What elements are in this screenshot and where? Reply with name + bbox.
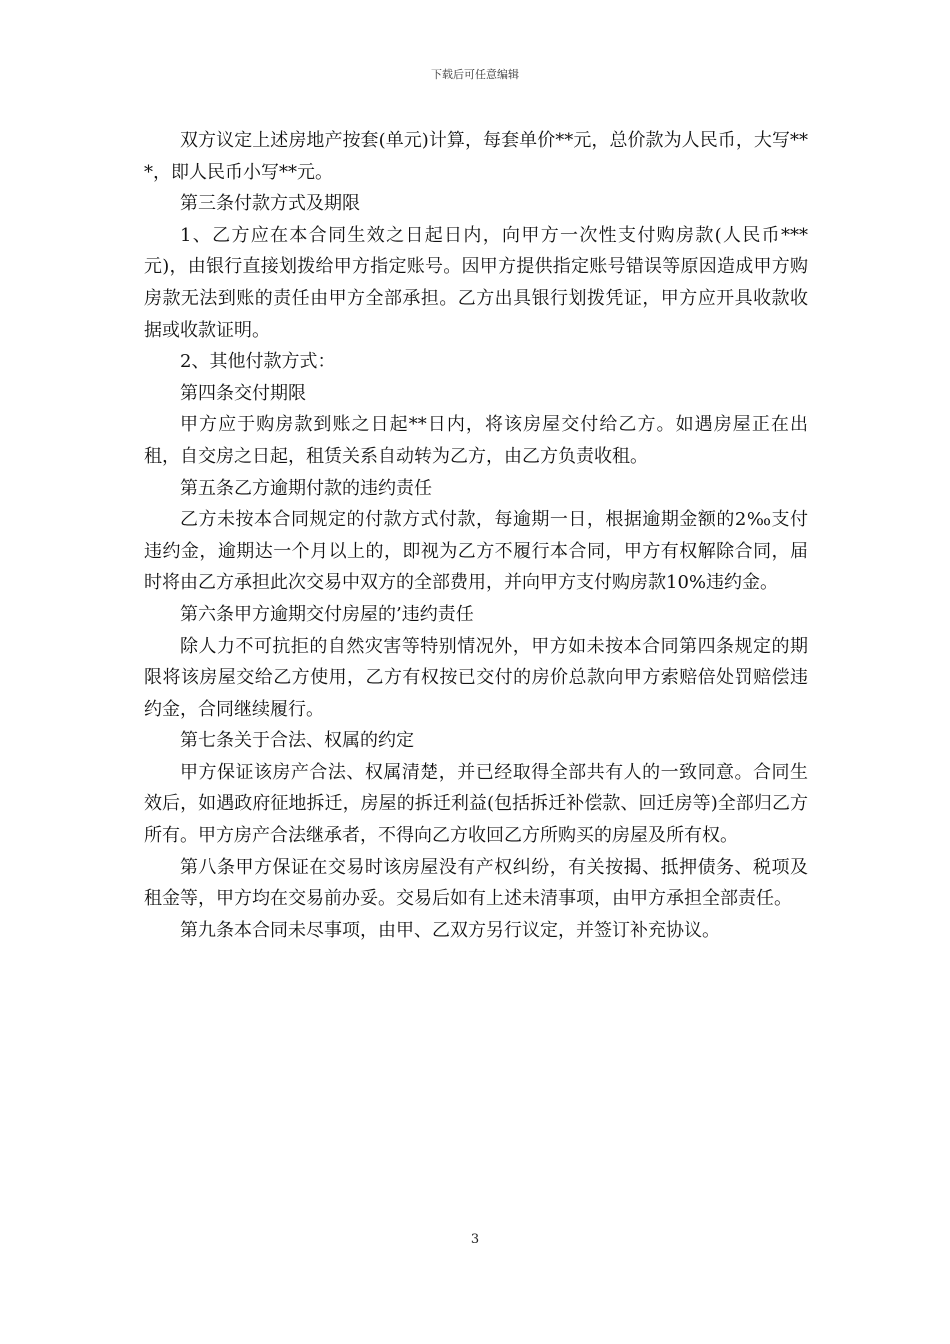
heading-article-6: 第六条甲方逾期交付房屋的’违约责任 — [180, 603, 474, 625]
paragraph-buyer-default: 乙方未按本合同规定的付款方式付款，每逾期一日，根据逾期金额的2‰支付违约金，逾期达一个月以上的，即视为乙方不履行本合同，甲方有权解除合同，届时将由乙方承担此次交易中双方的全部费用，并向甲方支付购房款10%违约金。 — [144, 509, 808, 594]
paragraph-article-9: 第九条本合同未尽事项，由甲、乙双方另行议定，并签订补充协议。 — [180, 919, 720, 941]
document-body — [144, 125, 808, 946]
heading-article-3: 第三条付款方式及期限 — [180, 193, 360, 215]
paragraph-payment-1: 1、乙方应在本合同生效之日起日内，向甲方一次性支付购房款(人民币***元)，由银行直接划拨给甲方指定账号。因甲方提供指定账号错误等原因造成甲方购房款无法到账的责任由甲方全部承担。乙方出具银行划拨凭证，甲方应开具收款收据或收款证明。 — [144, 224, 808, 341]
paragraph-legality: 甲方保证该房产合法、权属清楚，并已经取得全部共有人的一致同意。合同生效后，如遇政府征地拆迁，房屋的拆迁利益(包括拆迁补偿款、回迁房等)全部归乙方所有。甲方房产合法继承者，不得向乙方收回乙方所购买的房屋及所有权。 — [144, 761, 808, 847]
paragraph-seller-default: 除人力不可抗拒的自然灾害等特别情况外，甲方如未按本合同第四条规定的期限将该房屋交给乙方使用，乙方有权按已交付的房价总款向甲方索赔倍处罚赔偿违约金，合同继续履行。 — [144, 635, 808, 720]
page-header: 下载后可任意编辑 — [431, 68, 519, 81]
heading-article-4: 第四条交付期限 — [180, 382, 306, 404]
page-number: 3 — [470, 1232, 480, 1247]
paragraph-article-8: 第八条甲方保证在交易时该房屋没有产权纠纷，有关按揭、抵押债务、税项及租金等，甲方均在交易前办妥。交易后如有上述未清事项，由甲方承担全部责任。 — [144, 856, 808, 910]
paragraph-price: 双方议定上述房地产按套(单元)计算，每套单价**元，总价款为人民币，大写***，即人民币小写**元。 — [144, 130, 808, 183]
paragraph-delivery: 甲方应于购房款到账之日起**日内，将该房屋交付给乙方。如遇房屋正在出租，自交房之日起，租赁关系自动转为乙方，由乙方负责收租。 — [144, 414, 808, 467]
paragraph-payment-2: 2、其他付款方式： — [180, 351, 336, 373]
heading-article-7: 第七条关于合法、权属的约定 — [180, 730, 414, 752]
heading-article-5: 第五条乙方逾期付款的违约责任 — [180, 477, 432, 499]
